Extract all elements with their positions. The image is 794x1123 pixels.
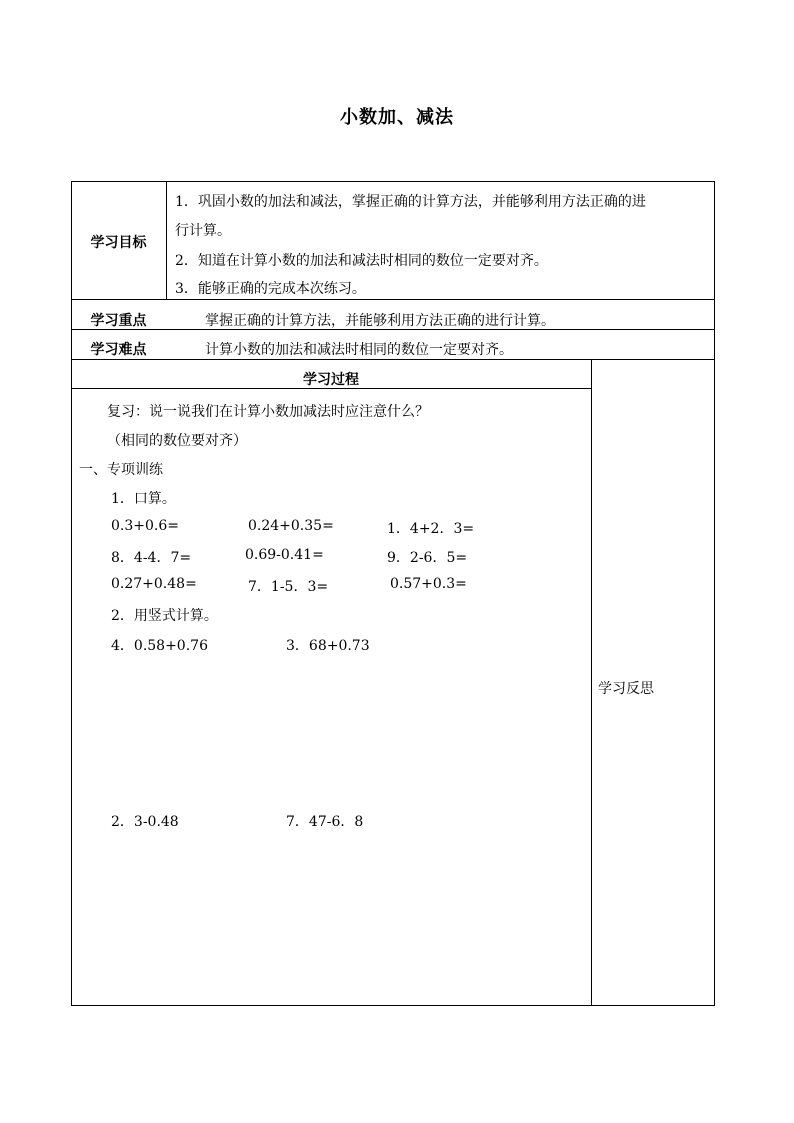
reflection-column-divider bbox=[591, 359, 592, 1006]
oral-calculation-title: 1．口算。 bbox=[111, 491, 176, 507]
page-title: 小数加、减法 bbox=[340, 107, 454, 128]
oral-problem: 0.24+0.35= bbox=[248, 518, 334, 534]
vertical-calculation-title: 2．用竖式计算。 bbox=[111, 608, 218, 624]
oral-problem: 0.69-0.41= bbox=[245, 547, 324, 563]
objective-item-1-line-1: 1．巩固小数的加法和减法，掌握正确的计算方法，并能够利用方法正确的进 bbox=[175, 194, 646, 210]
vertical-problem: 7．47-6．8 bbox=[286, 814, 364, 830]
key-point-text: 掌握正确的计算方法，并能够利用方法正确的进行计算。 bbox=[205, 313, 555, 329]
vertical-problem: 4．0.58+0.76 bbox=[111, 638, 208, 654]
table-border-top bbox=[71, 181, 715, 182]
difficulty-label: 学习难点 bbox=[90, 342, 147, 358]
section-heading-specialized-training: 一、专项训练 bbox=[79, 462, 163, 478]
objective-item-1-line-2: 行计算。 bbox=[175, 223, 231, 239]
table-border-right bbox=[714, 181, 715, 1006]
table-border-bottom bbox=[71, 1005, 715, 1006]
oral-problem: 7．1-5．3= bbox=[248, 579, 329, 595]
review-question: 复习：说一说我们在计算小数加减法时应注意什么？ bbox=[107, 404, 429, 420]
objective-item-3: 3．能够正确的完成本次练习。 bbox=[175, 281, 366, 297]
process-header: 学习过程 bbox=[303, 372, 359, 388]
oral-problem: 0.27+0.48= bbox=[111, 576, 197, 592]
oral-problem: 0.57+0.3= bbox=[390, 576, 467, 592]
oral-problem: 1．4+2．3= bbox=[387, 521, 475, 537]
oral-problem: 8．4-4．7= bbox=[111, 550, 192, 566]
oral-problem: 9．2-6．5= bbox=[387, 550, 468, 566]
reflection-label: 学习反思 bbox=[598, 681, 654, 697]
lesson-table bbox=[71, 181, 715, 1006]
key-point-label: 学习重点 bbox=[90, 313, 147, 329]
objectives-label: 学习目标 bbox=[90, 235, 147, 251]
label-column-divider bbox=[166, 181, 167, 299]
vertical-problem: 2．3-0.48 bbox=[111, 814, 179, 830]
oral-problem: 0.3+0.6= bbox=[111, 518, 179, 534]
vertical-problem: 3．68+0.73 bbox=[286, 638, 370, 654]
review-answer: （相同的数位要对齐） bbox=[107, 433, 247, 449]
objective-item-2: 2．知道在计算小数的加法和减法时相同的数位一定要对齐。 bbox=[175, 253, 548, 269]
row-divider-objectives bbox=[71, 299, 715, 300]
row-divider-difficulty bbox=[71, 359, 715, 360]
table-border-left bbox=[71, 181, 72, 1006]
difficulty-text: 计算小数的加法和减法时相同的数位一定要对齐。 bbox=[205, 342, 513, 358]
